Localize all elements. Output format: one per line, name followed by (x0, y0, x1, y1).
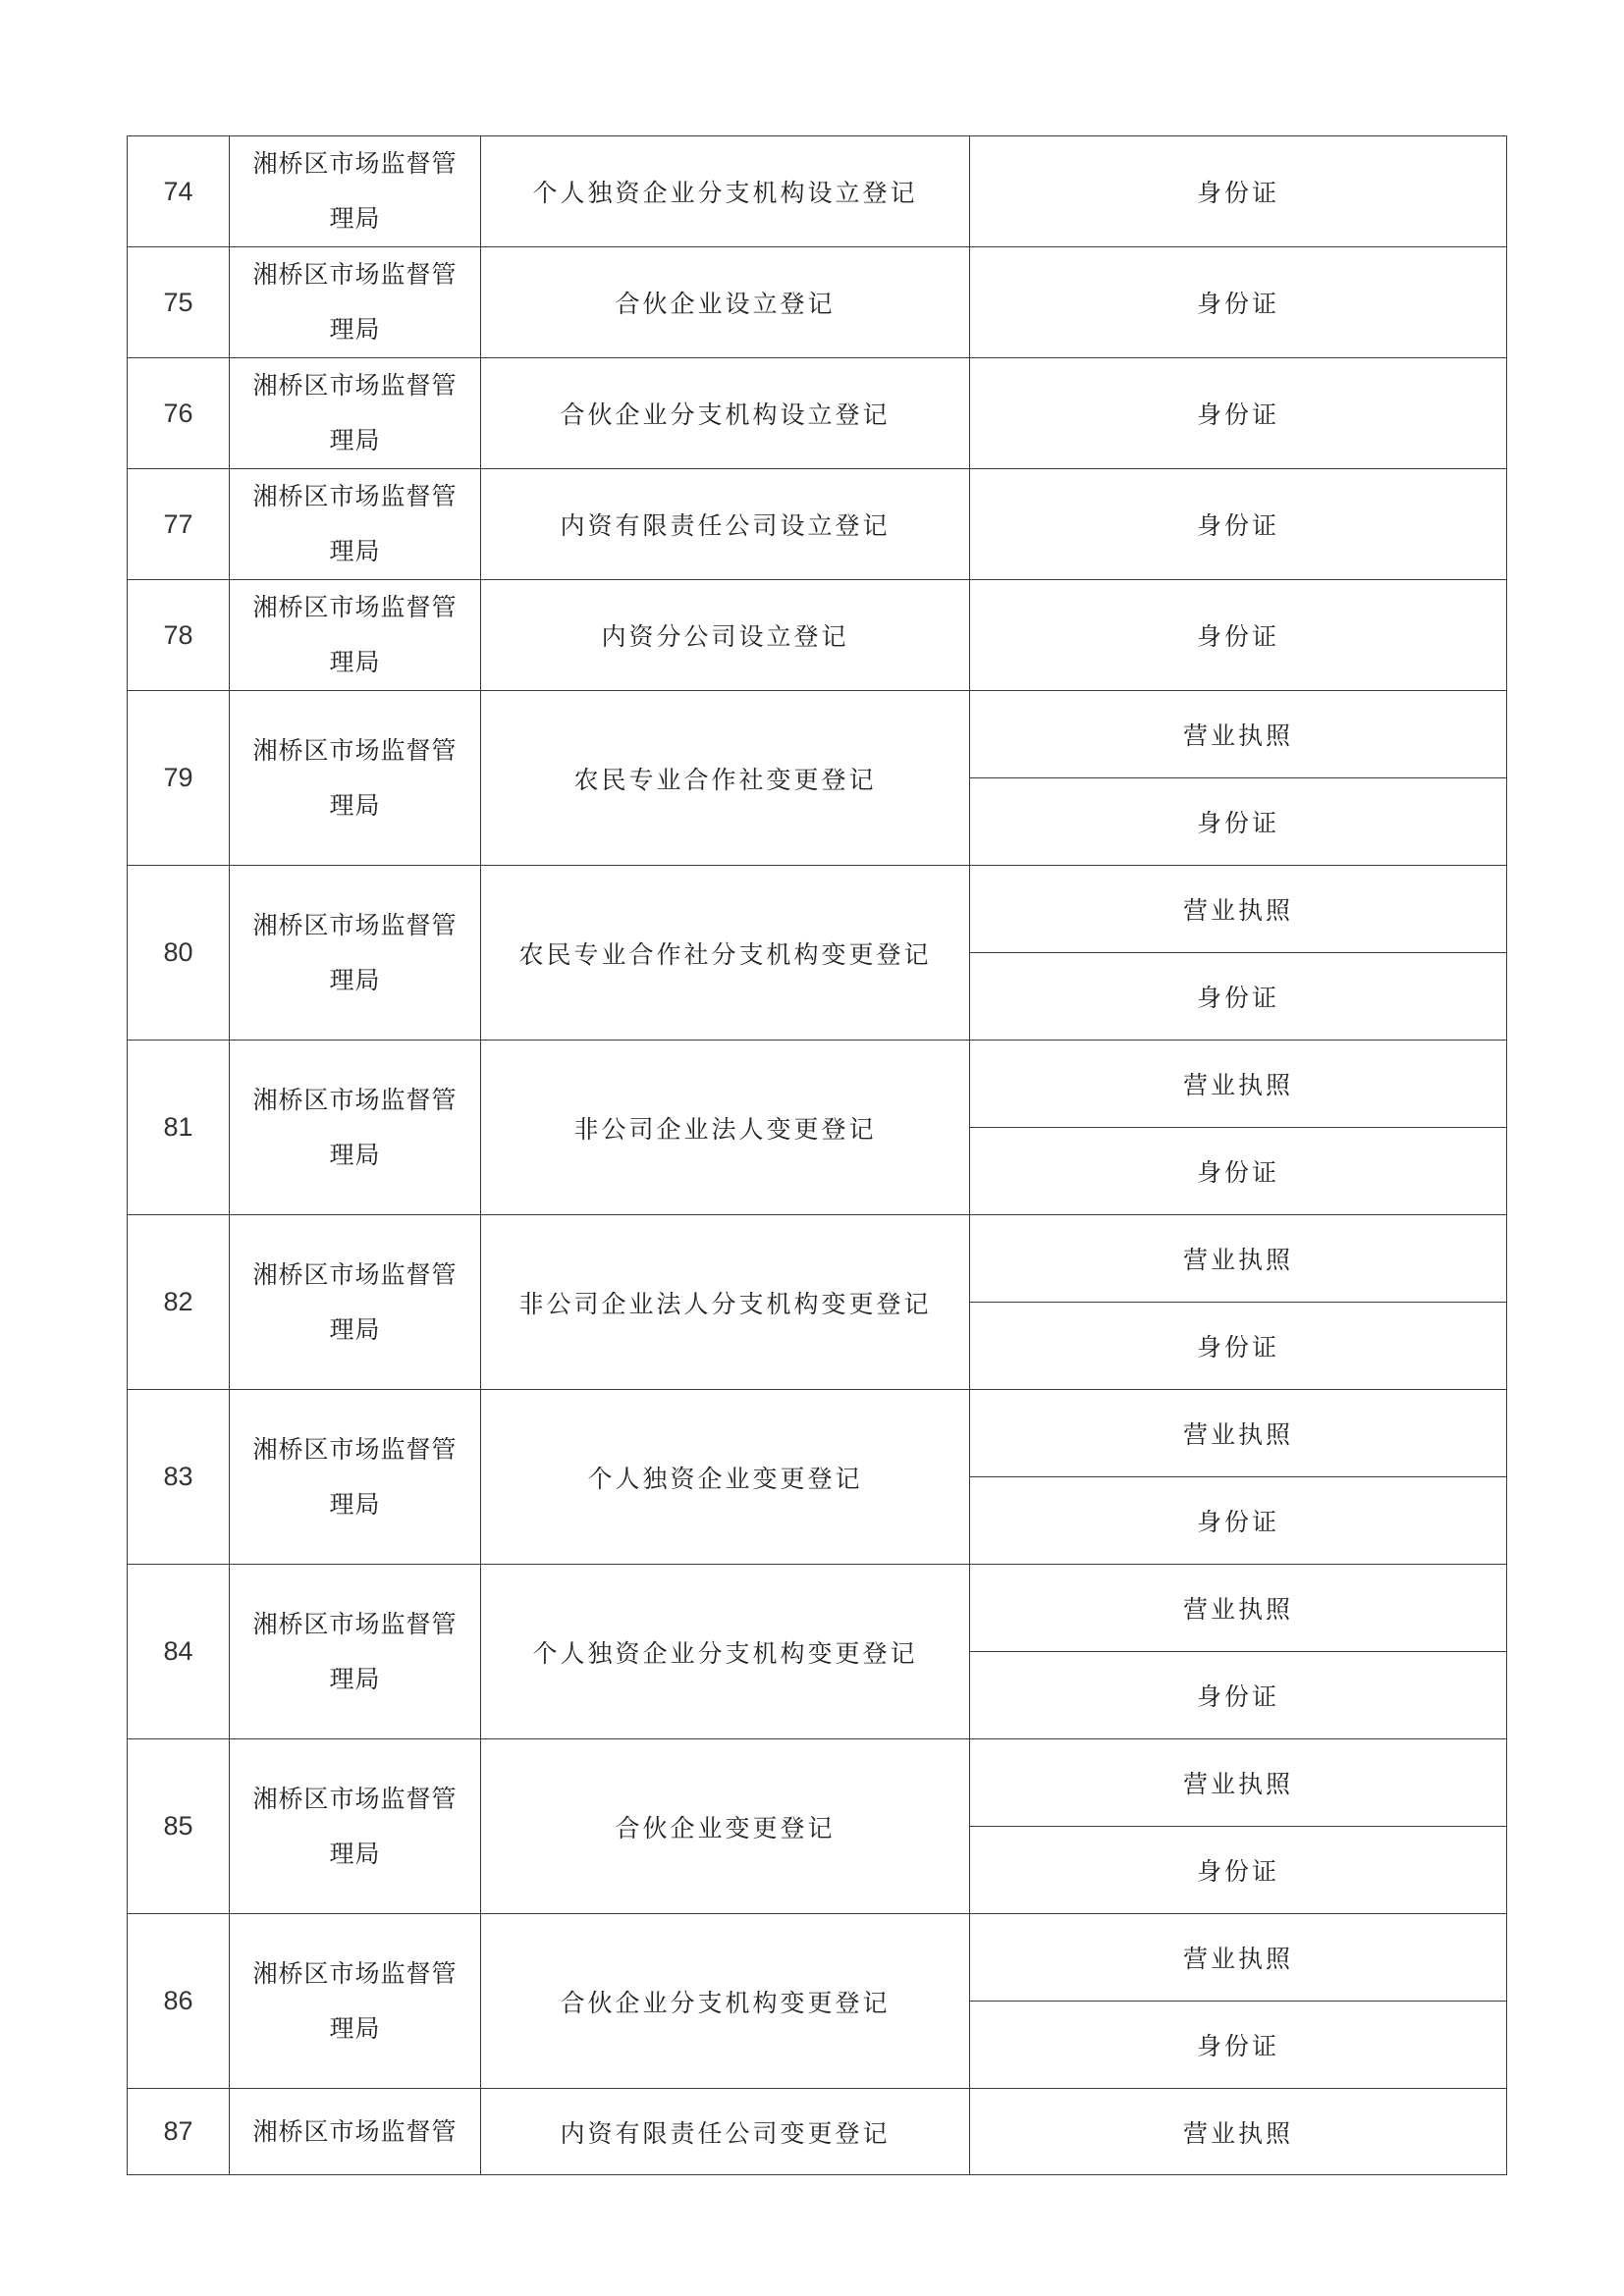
service-list-table (127, 135, 1507, 2175)
row-number: 75 (128, 247, 230, 358)
department-line: 湘桥区市场监督管 (252, 1259, 458, 1289)
department-line: 湘桥区市场监督管 (252, 910, 458, 939)
required-document: 身份证 (970, 1477, 1507, 1565)
department-line: 理局 (329, 1489, 381, 1519)
department-line: 湘桥区市场监督管 (252, 482, 458, 510)
required-document: 身份证 (970, 247, 1507, 358)
department-cell (230, 136, 481, 247)
required-document: 身份证 (970, 1128, 1507, 1215)
department-line: 理局 (329, 648, 381, 676)
required-document: 身份证 (970, 1827, 1507, 1914)
department-cell (230, 580, 481, 691)
service-item-name: 非公司企业法人分支机构变更登记 (481, 1215, 970, 1390)
department-line: 理局 (329, 965, 381, 994)
department-cell (230, 469, 481, 580)
department-line: 湘桥区市场监督管 (252, 149, 458, 178)
required-document: 身份证 (970, 136, 1507, 247)
required-document: 营业执照 (970, 1914, 1507, 2002)
required-document: 身份证 (970, 469, 1507, 580)
service-item-name: 合伙企业分支机构设立登记 (481, 358, 970, 469)
service-item-name: 个人独资企业分支机构变更登记 (481, 1565, 970, 1739)
department-cell (230, 2089, 481, 2175)
department-line: 理局 (329, 537, 381, 565)
department-line: 湘桥区市场监督管 (252, 2116, 458, 2146)
department-cell (230, 1914, 481, 2089)
department-cell (230, 1215, 481, 1390)
department-line: 湘桥区市场监督管 (252, 1958, 458, 1988)
service-item-name: 农民专业合作社分支机构变更登记 (481, 866, 970, 1041)
service-item-name: 合伙企业设立登记 (481, 247, 970, 358)
department-cell (230, 1565, 481, 1739)
table-row (128, 866, 1507, 953)
service-item-name: 合伙企业分支机构变更登记 (481, 1914, 970, 2089)
department-cell (230, 247, 481, 358)
department-line: 理局 (329, 1140, 381, 1169)
row-number: 80 (128, 866, 230, 1041)
row-number: 76 (128, 358, 230, 469)
department-cell (230, 358, 481, 469)
department-line: 湘桥区市场监督管 (252, 1609, 458, 1638)
service-item-name: 合伙企业变更登记 (481, 1739, 970, 1914)
required-document: 营业执照 (970, 866, 1507, 953)
service-item-name: 农民专业合作社变更登记 (481, 691, 970, 866)
required-document: 营业执照 (970, 1041, 1507, 1128)
department-line: 湘桥区市场监督管 (252, 371, 458, 400)
required-document: 营业执照 (970, 1739, 1507, 1827)
department-cell (230, 1390, 481, 1565)
required-document: 营业执照 (970, 1565, 1507, 1652)
table-row (128, 2089, 1507, 2175)
required-document: 身份证 (970, 2002, 1507, 2089)
table-row (128, 1215, 1507, 1303)
department-line: 湘桥区市场监督管 (252, 260, 458, 289)
required-document: 身份证 (970, 1652, 1507, 1739)
required-document: 身份证 (970, 778, 1507, 866)
row-number: 87 (128, 2089, 230, 2175)
department-line: 湘桥区市场监督管 (252, 593, 458, 621)
row-number: 81 (128, 1041, 230, 1215)
table-row (128, 1041, 1507, 1128)
department-line: 理局 (329, 204, 381, 233)
row-number: 77 (128, 469, 230, 580)
table-row (128, 1390, 1507, 1477)
department-cell (230, 1739, 481, 1914)
required-document: 身份证 (970, 953, 1507, 1041)
required-document: 身份证 (970, 580, 1507, 691)
department-line: 湘桥区市场监督管 (252, 735, 458, 765)
required-document: 营业执照 (970, 691, 1507, 778)
required-document: 身份证 (970, 1303, 1507, 1390)
department-cell (230, 1041, 481, 1215)
row-number: 78 (128, 580, 230, 691)
service-item-name: 内资分公司设立登记 (481, 580, 970, 691)
row-number: 85 (128, 1739, 230, 1914)
table-row (128, 1739, 1507, 1827)
required-document: 营业执照 (970, 1215, 1507, 1303)
service-item-name: 内资有限责任公司设立登记 (481, 469, 970, 580)
department-cell (230, 691, 481, 866)
row-number: 82 (128, 1215, 230, 1390)
table-row (128, 1914, 1507, 2002)
service-item-name: 内资有限责任公司变更登记 (481, 2089, 970, 2175)
department-line: 湘桥区市场监督管 (252, 1784, 458, 1813)
department-line: 理局 (329, 426, 381, 454)
required-document: 营业执照 (970, 2089, 1507, 2175)
department-line: 理局 (329, 790, 381, 820)
table-row (128, 691, 1507, 778)
table-row (128, 580, 1507, 691)
table-row (128, 247, 1507, 358)
row-number: 86 (128, 1914, 230, 2089)
department-line: 理局 (329, 315, 381, 344)
department-line: 理局 (329, 1664, 381, 1693)
department-line: 湘桥区市场监督管 (252, 1434, 458, 1464)
required-document: 营业执照 (970, 1390, 1507, 1477)
table-row (128, 358, 1507, 469)
service-item-name: 个人独资企业分支机构设立登记 (481, 136, 970, 247)
department-line: 理局 (329, 1314, 381, 1344)
service-item-name: 个人独资企业变更登记 (481, 1390, 970, 1565)
department-cell (230, 866, 481, 1041)
table-row (128, 469, 1507, 580)
table-row (128, 1565, 1507, 1652)
row-number: 74 (128, 136, 230, 247)
row-number: 79 (128, 691, 230, 866)
department-line: 理局 (329, 1839, 381, 1868)
department-line: 理局 (329, 2013, 381, 2043)
table-body (128, 136, 1507, 2175)
row-number: 83 (128, 1390, 230, 1565)
row-number: 84 (128, 1565, 230, 1739)
required-document: 身份证 (970, 358, 1507, 469)
table-row (128, 136, 1507, 247)
department-line: 湘桥区市场监督管 (252, 1085, 458, 1114)
service-item-name: 非公司企业法人变更登记 (481, 1041, 970, 1215)
